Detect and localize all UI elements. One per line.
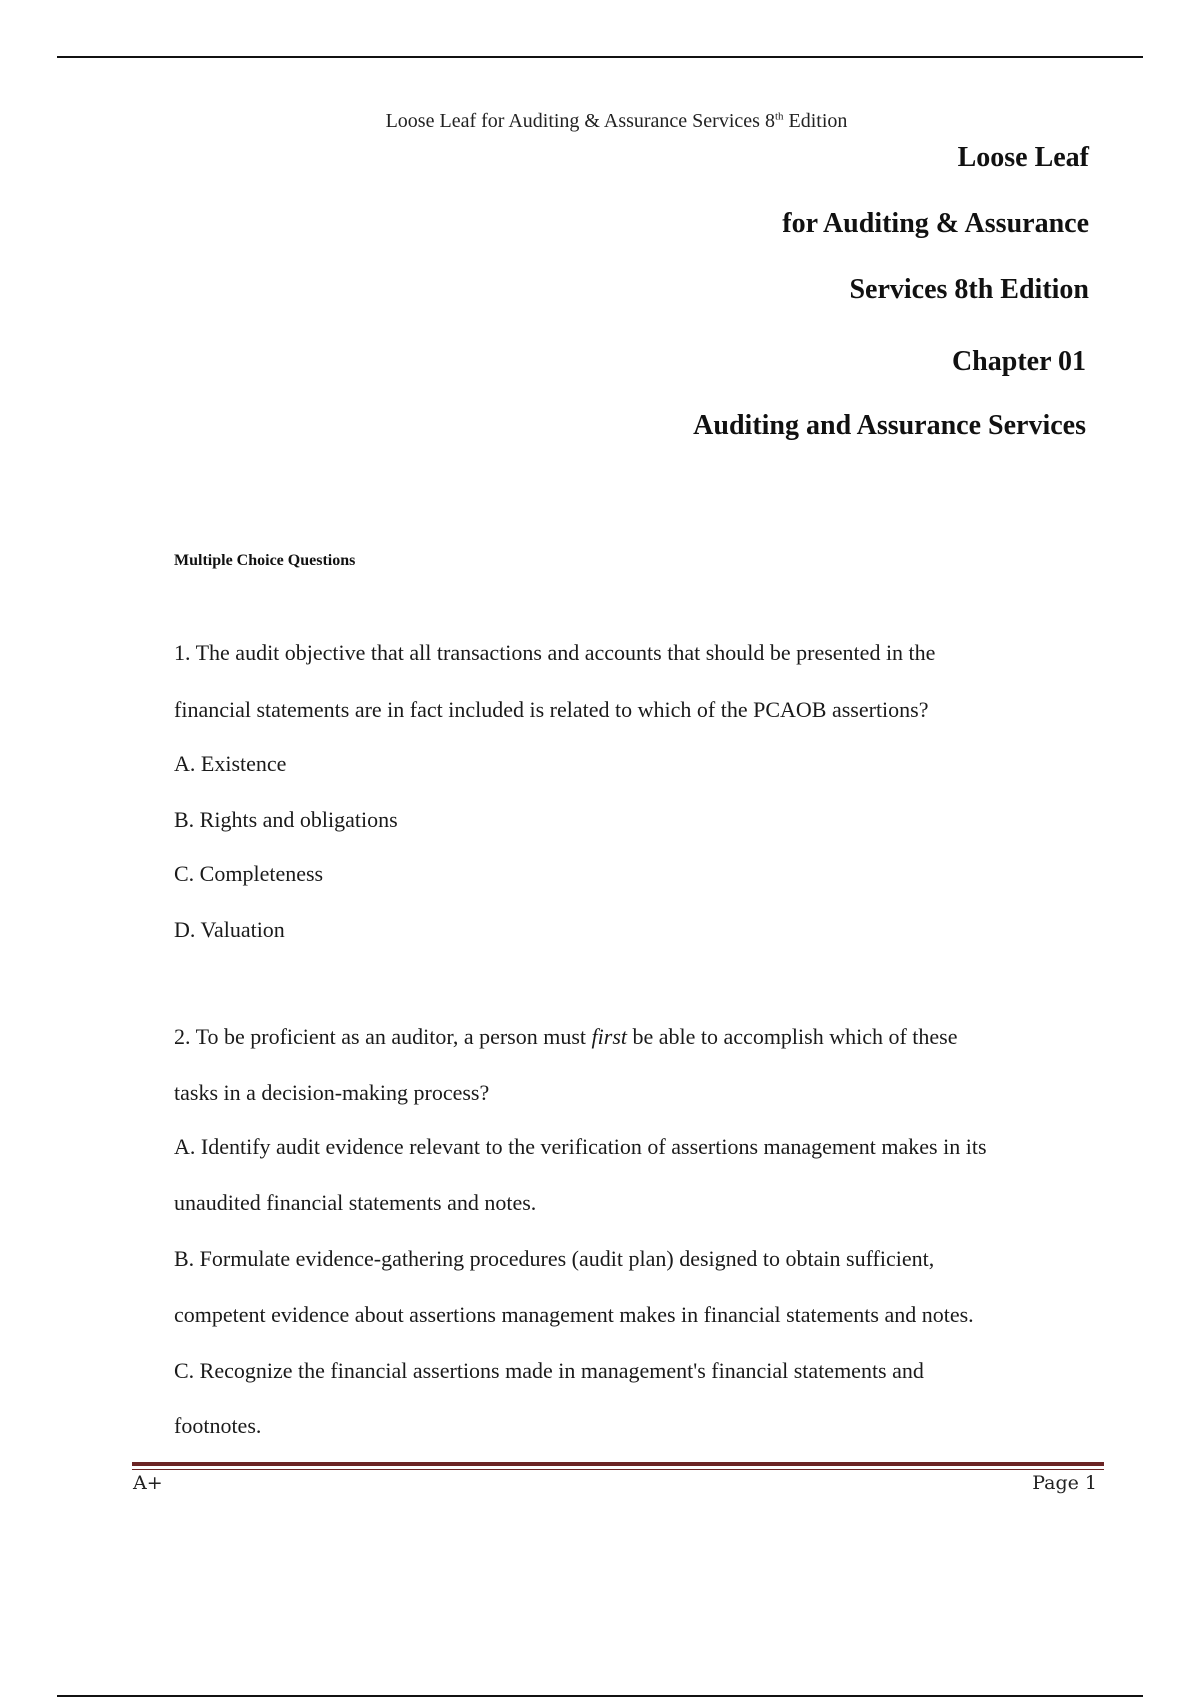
question-1-option-a: A. Existence (174, 751, 287, 776)
bottom-page-rule (57, 1695, 1143, 1697)
running-header (0, 110, 1200, 133)
chapter-subtitle: Auditing and Assurance Services (693, 410, 1086, 441)
title-line-2: for Auditing & Assurance (782, 208, 1089, 239)
section-label: Multiple Choice Questions (174, 552, 356, 569)
top-page-rule (57, 56, 1143, 58)
question-1-option-b: B. Rights and obligations (174, 807, 398, 832)
question-2-emphasis: first (591, 1024, 627, 1049)
title-line-1: Loose Leaf (957, 142, 1089, 173)
footer-rule-thin (132, 1469, 1104, 1470)
question-2-option-a-line-1: A. Identify audit evidence relevant to the verification of assertions management makes in its (174, 1134, 987, 1159)
question-2-option-b-line-2: competent evidence about assertions management makes in financial statements and notes. (174, 1302, 974, 1327)
question-1-option-c: C. Completeness (174, 861, 324, 886)
page-number: Page 1 (1032, 1472, 1097, 1494)
question-2-stem-text: 2. To be proficient as an auditor, a person must (174, 1024, 592, 1049)
question-1-option-d: D. Valuation (174, 917, 285, 942)
question-2-option-c-line-1: C. Recognize the financial assertions made in management's financial statements and (174, 1358, 924, 1383)
question-2-option-c-line-2: footnotes. (174, 1413, 262, 1438)
question-2-option-b-line-1: B. Formulate evidence-gathering procedures (audit plan) designed to obtain sufficient, (174, 1246, 935, 1271)
question-2-stem-line-2: tasks in a decision-making process? (174, 1080, 490, 1105)
running-header-suffix: Edition (783, 110, 848, 132)
footer-grade-label: A+ (133, 1472, 163, 1494)
question-2-stem-line-1 (174, 1024, 958, 1050)
running-header-text: Loose Leaf for Auditing & Assurance Services 8 (385, 110, 775, 132)
title-line-3: Services 8th Edition (849, 274, 1089, 305)
footer-rule (132, 1462, 1104, 1466)
question-2-stem-text-after: be able to accomplish which of these (627, 1024, 958, 1049)
chapter-title: Chapter 01 (951, 346, 1086, 377)
question-1-stem-line-2: financial statements are in fact included is related to which of the PCAOB assertions? (174, 697, 929, 722)
running-header-superscript: th (774, 110, 784, 123)
question-1-stem-line-1: 1. The audit objective that all transactions and accounts that should be presented in the (174, 640, 936, 665)
question-2-option-a-line-2: unaudited financial statements and notes. (174, 1190, 537, 1215)
